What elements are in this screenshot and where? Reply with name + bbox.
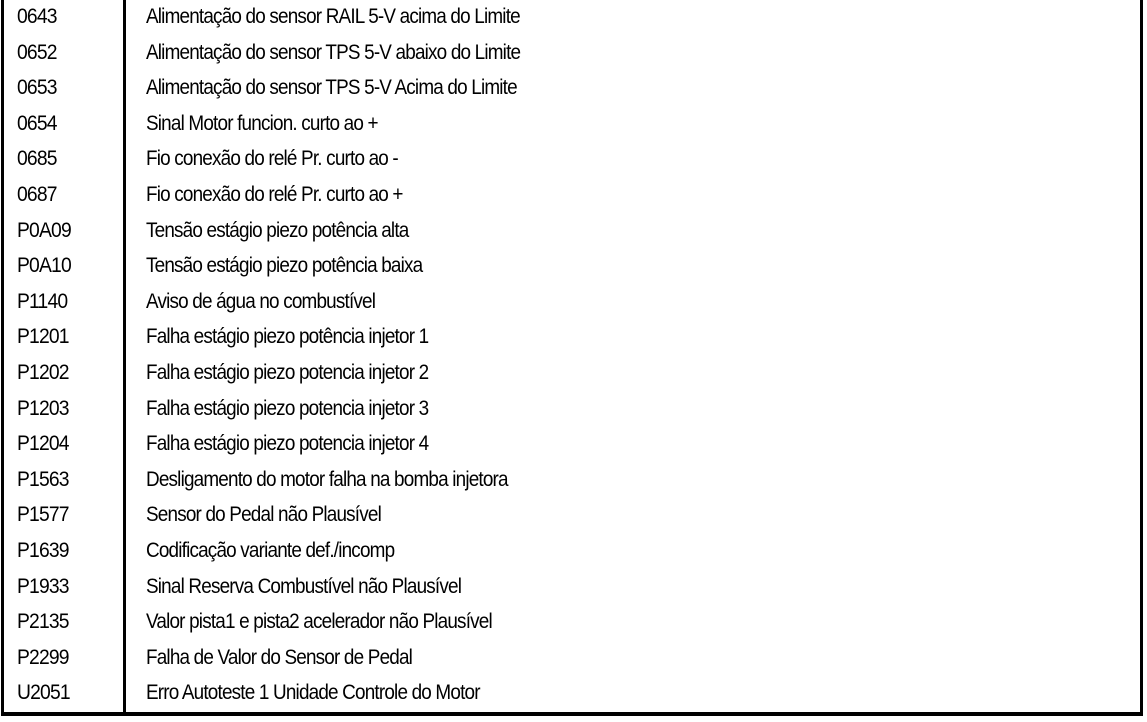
fault-code: P1202 — [17, 360, 69, 384]
table-body — [4, 0, 1140, 712]
fault-description: Sinal Motor funcion. curto ao + — [146, 111, 378, 135]
fault-code: 0653 — [17, 76, 57, 100]
fault-code: 0652 — [17, 40, 57, 64]
fault-code: P0A10 — [17, 254, 71, 278]
fault-description: Aviso de água no combustível — [146, 289, 376, 313]
fault-description: Alimentação do sensor TPS 5-V Acima do Limite — [146, 76, 517, 100]
table-row — [4, 463, 1140, 499]
fault-description: Desligamento do motor falha na bomba injetora — [146, 467, 508, 491]
fault-code: 0685 — [17, 147, 57, 171]
fault-description: Falha estágio piezo potencia injetor 3 — [146, 396, 429, 420]
table-row — [4, 392, 1140, 428]
table-row — [4, 676, 1140, 712]
table-row — [4, 0, 1140, 36]
fault-description: Tensão estágio piezo potência alta — [146, 218, 409, 242]
table-row — [4, 142, 1140, 178]
fault-code: 0687 — [17, 182, 57, 206]
fault-description: Fio conexão do relé Pr. curto ao + — [146, 182, 403, 206]
table-row — [4, 285, 1140, 321]
fault-code: P2135 — [17, 610, 69, 634]
table-row — [4, 71, 1140, 107]
fault-code: P1203 — [17, 396, 69, 420]
table-row — [4, 427, 1140, 463]
fault-description: Falha estágio piezo potência injetor 1 — [146, 325, 429, 349]
fault-description: Fio conexão do relé Pr. curto ao - — [146, 147, 398, 171]
fault-code: P1639 — [17, 538, 69, 562]
table-row — [4, 570, 1140, 606]
fault-code: P2299 — [17, 645, 69, 669]
fault-description: Codificação variante def./incomp — [146, 538, 395, 562]
table-row — [4, 605, 1140, 641]
fault-code: P1204 — [17, 432, 69, 456]
fault-description: Falha estágio piezo potencia injetor 2 — [146, 360, 429, 384]
fault-code: P1563 — [17, 467, 69, 491]
table-row — [4, 214, 1140, 250]
fault-code: U2051 — [17, 681, 70, 705]
fault-code: 0643 — [17, 5, 57, 28]
table-row — [4, 36, 1140, 72]
fault-code: P1140 — [17, 289, 68, 313]
fault-description: Erro Autoteste 1 Unidade Controle do Motor — [146, 681, 480, 705]
fault-description: Sensor do Pedal não Plausível — [146, 503, 381, 527]
fault-code: P1577 — [17, 503, 69, 527]
table-row — [4, 249, 1140, 285]
fault-description: Valor pista1 e pista2 acelerador não Plausível — [146, 610, 492, 634]
fault-description: Alimentação do sensor TPS 5-V abaixo do Limite — [146, 40, 521, 64]
fault-description: Falha estágio piezo potencia injetor 4 — [146, 432, 429, 456]
fault-description: Tensão estágio piezo potência baixa — [146, 254, 423, 278]
fault-code: P1933 — [17, 574, 69, 598]
fault-description: Falha de Valor do Sensor de Pedal — [146, 645, 413, 669]
table-row — [4, 356, 1140, 392]
fault-description: Sinal Reserva Combustível não Plausível — [146, 574, 462, 598]
table-row — [4, 641, 1140, 677]
table-row — [4, 178, 1140, 214]
fault-code: P0A09 — [17, 218, 71, 242]
table-row — [4, 498, 1140, 534]
fault-description: Alimentação do sensor RAIL 5-V acima do Limite — [146, 5, 520, 28]
fault-code-table — [1, 0, 1143, 716]
table-row — [4, 534, 1140, 570]
fault-code: 0654 — [17, 111, 57, 135]
table-row — [4, 107, 1140, 143]
table-row — [4, 320, 1140, 356]
fault-code: P1201 — [17, 325, 69, 349]
